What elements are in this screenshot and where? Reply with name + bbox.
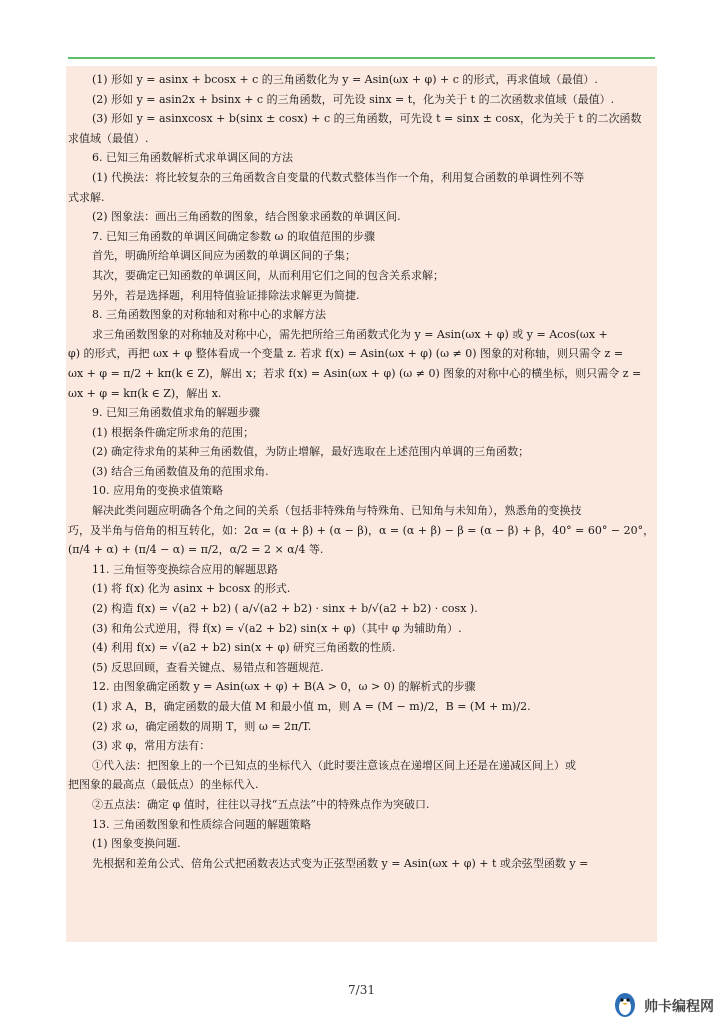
text-line: 把图象的最高点（最低点）的坐标代入. (68, 778, 259, 792)
text-line: (1) 图象变换问题. (92, 837, 181, 851)
text-line: (1) 形如 y = asinx + bcosx + c 的三角函数化为 y = Asin(ωx + φ) + c 的形式，再求值域（最值）. (92, 73, 598, 86)
text-line: 8. 三角函数图象的对称轴和对称中心的求解方法 (92, 308, 326, 322)
text-line: 13. 三角函数图象和性质综合问题的解题策略 (92, 817, 311, 831)
text-line: (3) 和角公式逆用，得 f(x) = √(a2 + b2) sin(x + φ)（其中 φ 为辅助角）. (92, 621, 462, 635)
text-line: (π/4 + α) + (π/4 − α) = π/2，α/2 = 2 × α/4 等. (68, 543, 324, 557)
text-line: (2) 求 ω，确定函数的周期 T，则 ω = 2π/T. (92, 719, 312, 733)
text-line: 求三角函数图象的对称轴及对称中心，需先把所给三角函数式化为 y = Asin(ωx + φ) 或 y = Acos(ωx + (92, 327, 608, 341)
text-line: (1) 代换法：将比较复杂的三角函数含自变量的代数式整体当作一个角，利用复合函数的单调性列不等 (92, 170, 585, 184)
text-line: (1) 根据条件确定所求角的范围； (92, 425, 255, 439)
text-line: 求值域（最值）. (68, 131, 149, 145)
page-number: 7/31 (348, 983, 375, 997)
text-line: φ) 的形式，再把 ωx + φ 整体看成一个变量 z. 若求 f(x) = Asin(ωx + φ) (ω ≠ 0) 图象的对称轴，则只需令 z = (68, 347, 624, 361)
header-rule (68, 57, 655, 59)
text-line: 9. 已知三角函数值求角的解题步骤 (92, 406, 260, 420)
watermark-text: 帅卡编程网 (644, 999, 714, 1015)
text-line: (1) 将 f(x) 化为 asinx + bcosx 的形式. (92, 582, 291, 596)
text-line: 11. 三角恒等变换综合应用的解题思路 (92, 562, 278, 576)
text-line: 其次，要确定已知函数的单调区间，从而利用它们之间的包含关系求解； (92, 268, 444, 282)
text-line: 巧，及半角与倍角的相互转化，如：2α = (α + β) + (α − β)，α = (α + β) − β = (α − β) + β，40° = 60° − 20°， (68, 523, 655, 537)
text-line: 另外，若是选择题，利用特值验证排除法求解更为简捷. (92, 288, 360, 302)
text-line: 先根据和差角公式、倍角公式把函数表达式变为正弦型函数 y = Asin(ωx + φ) + t 或余弦型函数 y = (92, 856, 589, 870)
text-line: (2) 确定待求角的某种三角函数值，为防止增解，最好选取在上述范围内单调的三角函数； (92, 445, 530, 459)
text-line: ①代入法：把图象上的一个已知点的坐标代入（此时要注意该点在递增区间上还是在递减区间上）或 (92, 758, 576, 772)
text-line: (2) 构造 f(x) = √(a2 + b2) ( a/√(a2 + b2) · sinx + b/√(a2 + b2) · cosx ). (92, 602, 478, 616)
text-line: (3) 结合三角函数值及角的范围求角. (92, 464, 269, 478)
text-line: 10. 应用角的变换求值策略 (92, 484, 223, 498)
text-line: 12. 由图象确定函数 y = Asin(ωx + φ) + B(A > 0，ω > 0) 的解析式的步骤 (92, 680, 476, 694)
penguin-logo-icon (612, 990, 638, 1018)
text-body (68, 70, 655, 873)
text-line: (5) 反思回顾，查看关键点、易错点和答题规范. (92, 660, 324, 674)
text-line: 式求解. (68, 190, 105, 204)
text-line: (3) 形如 y = asinxcosx + b(sinx ± cosx) + c 的三角函数，可先设 t = sinx ± cosx，化为关于 t 的二次函数 (92, 112, 642, 126)
watermark (612, 990, 722, 1020)
text-line: (3) 求 φ，常用方法有： (92, 739, 211, 753)
text-line: 首先，明确所给单调区间应为函数的单调区间的子集； (92, 249, 356, 263)
text-line: ωx + φ = π/2 + kπ(k ∈ Z)，解出 x；若求 f(x) = Asin(ωx + φ) (ω ≠ 0) 图象的对称中心的横坐标，则只需令 z = (68, 366, 642, 380)
text-line: 解决此类问题应明确各个角之间的关系（包括非特殊角与特殊角、已知角与未知角），熟悉角的变换技 (92, 504, 582, 518)
text-line: (4) 利用 f(x) = √(a2 + b2) sin(x + φ) 研究三角函数的性质. (92, 641, 396, 655)
text-line: (2) 形如 y = asin2x + bsinx + c 的三角函数，可先设 sinx = t，化为关于 t 的二次函数求值域（最值）. (92, 92, 615, 106)
text-line: (2) 图象法：画出三角函数的图象，结合图象求函数的单调区间. (92, 210, 401, 224)
text-line: 6. 已知三角函数解析式求单调区间的方法 (92, 151, 293, 165)
text-line: (1) 求 A，B，确定函数的最大值 M 和最小值 m，则 A = (M − m)/2，B = (M + m)/2. (92, 700, 531, 713)
text-line: ωx + φ = kπ(k ∈ Z)，解出 x. (68, 386, 222, 400)
text-line: 7. 已知三角函数的单调区间确定参数 ω 的取值范围的步骤 (92, 229, 375, 243)
text-line: ②五点法：确定 φ 值时，往往以寻找“五点法”中的特殊点作为突破口. (92, 797, 430, 811)
